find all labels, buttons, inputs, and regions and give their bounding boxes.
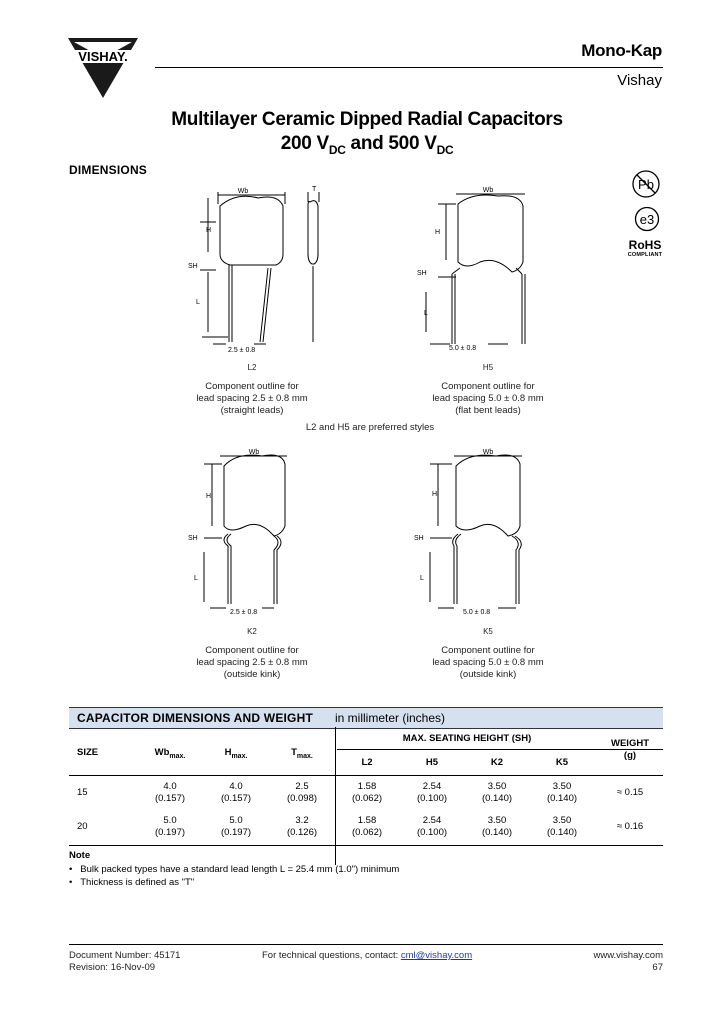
- row-20-k2: 3.50 (0.140): [481, 815, 513, 838]
- row-15-k5: 3.50 (0.140): [546, 781, 578, 804]
- k5-wb-label: Wb: [482, 449, 494, 456]
- k2-h-label: H: [206, 493, 212, 500]
- header-l2: L2: [361, 757, 373, 768]
- row-15-k2: 3.50 (0.140): [481, 781, 513, 804]
- svg-text:e3: e3: [639, 212, 655, 227]
- k2-sh-label: SH: [188, 535, 198, 542]
- caption-k2-code: K2: [247, 627, 257, 636]
- k2-spacing-label: 2.5 ± 0.8: [230, 609, 258, 616]
- drawing-l2: [188, 182, 338, 357]
- header-wb: $Wb_{max.}$: [154, 747, 186, 760]
- note-heading: Note: [69, 850, 91, 861]
- header-h: $H_{max.}$: [224, 747, 248, 760]
- row-20-l2: 1.58 (0.062): [351, 815, 383, 838]
- k2-l-label: L: [194, 575, 198, 582]
- header-seating: MAX. SEATING HEIGHT (SH): [402, 733, 532, 744]
- title-line-2: 200 $V_{DC}$ and 500 $V_{DC}$: [280, 133, 454, 157]
- table-title: CAPACITOR DIMENSIONS AND WEIGHT: [77, 711, 313, 725]
- title-line-1: Multilayer Ceramic Dipped Radial Capacitors: [171, 109, 563, 130]
- l2-spacing-label: 2.5 ± 0.8: [228, 347, 256, 354]
- document-title: [0, 108, 720, 162]
- row-20-h5: 2.54 (0.100): [416, 815, 448, 838]
- table-title-bar: [69, 707, 663, 729]
- row-20-h: 5.0 (0.197): [220, 815, 252, 838]
- row-15-size: 15: [77, 787, 88, 798]
- header-weight: WEIGHT (g): [611, 738, 649, 761]
- row-20-size: 20: [77, 821, 88, 832]
- note-item-2: • Thickness is defined as "T": [69, 877, 195, 888]
- table-bottom-rule: [69, 845, 663, 846]
- drawing-k2: [182, 442, 332, 617]
- h5-spacing-label: 5.0 ± 0.8: [449, 345, 477, 352]
- drawing-k5: [408, 442, 558, 617]
- k5-sh-label: SH: [414, 535, 424, 542]
- row-20-weight: ≈ 0.16: [616, 821, 644, 832]
- l2-sh-label: SH: [188, 263, 198, 270]
- row-20-wb: 5.0 (0.197): [154, 815, 186, 838]
- h5-wb-label: Wb: [482, 187, 494, 194]
- row-15-h5: 2.54 (0.100): [416, 781, 448, 804]
- note-item-1: • Bulk packed types have a standard lead length L = 25.4 mm (1.0") minimum: [69, 864, 400, 875]
- l2-h-label: H: [206, 227, 212, 234]
- l2-t-label: T: [312, 186, 317, 193]
- page-number: 67: [652, 962, 663, 973]
- contact-line: For technical questions, contact: cml@vishay.com: [262, 950, 473, 961]
- h5-l-label: L: [424, 310, 428, 317]
- caption-k5: K5 Component outline for lead spacing 5.0 ± 0.8 mm (outside kink): [418, 626, 558, 681]
- row-20-k5: 3.50 (0.140): [546, 815, 578, 838]
- doc-number: Document Number: 45171: [69, 950, 181, 961]
- drawing-h5: [408, 182, 558, 357]
- l2-l-label: L: [196, 299, 200, 306]
- k5-h-label: H: [432, 491, 438, 498]
- caption-k5-code: K5: [483, 627, 493, 636]
- row-15-t: 2.5 (0.098): [286, 781, 318, 804]
- e3-icon: [634, 206, 660, 237]
- header-h5: H5: [425, 757, 439, 768]
- product-title: Mono-Kap: [581, 41, 662, 60]
- compliant-label: COMPLIANT: [627, 252, 663, 258]
- k2-wb-label: Wb: [248, 449, 260, 456]
- row-15-wb: 4.0 (0.157): [154, 781, 186, 804]
- header-k5: K5: [555, 757, 569, 768]
- revision: Revision: 16-Nov-09: [69, 962, 156, 973]
- caption-l2: L2 Component outline for lead spacing 2.5 ± 0.8 mm (straight leads): [182, 362, 322, 417]
- h5-h-label: H: [435, 229, 441, 236]
- caption-k2: K2 Component outline for lead spacing 2.5 ± 0.8 mm (outside kink): [182, 626, 322, 681]
- header-bottom-rule: [69, 775, 663, 776]
- caption-h5-code: H5: [482, 363, 494, 372]
- row-15-weight: ≈ 0.15: [616, 787, 644, 798]
- l2-wb-label: Wb: [237, 188, 249, 195]
- h5-sh-label: SH: [417, 270, 427, 277]
- rohs-badge: [620, 238, 670, 258]
- row-15-l2: 1.58 (0.062): [351, 781, 383, 804]
- website-link[interactable]: www.vishay.com: [593, 950, 663, 961]
- row-20-t: 3.2 (0.126): [286, 815, 318, 838]
- vishay-logo: [68, 38, 138, 98]
- caption-h5: H5 Component outline for lead spacing 5.0 ± 0.8 mm (flat bent leads): [418, 362, 558, 417]
- preferred-styles-note: L2 and H5 are preferred styles: [305, 422, 435, 433]
- k5-spacing-label: 5.0 ± 0.8: [463, 609, 491, 616]
- footer-rule: [69, 944, 663, 945]
- caption-l2-code: L2: [247, 363, 257, 372]
- logo-text: VISHAY.: [78, 49, 128, 64]
- svg-text:Pb: Pb: [638, 177, 654, 192]
- k5-l-label: L: [420, 575, 424, 582]
- header-t: $T_{max.}$: [291, 747, 313, 760]
- header-size: SIZE: [77, 747, 99, 758]
- rohs-label: RoHS: [628, 238, 662, 252]
- dimensions-heading: DIMENSIONS: [69, 163, 148, 177]
- table-title-suffix: in millimeter (inches): [335, 711, 446, 725]
- header-rule: [155, 67, 663, 68]
- header-k2: K2: [490, 757, 504, 768]
- company-name: Vishay: [617, 72, 662, 89]
- contact-email-link[interactable]: cml@vishay.com: [400, 950, 473, 961]
- row-15-h: 4.0 (0.157): [220, 781, 252, 804]
- lead-free-icon: [630, 168, 662, 205]
